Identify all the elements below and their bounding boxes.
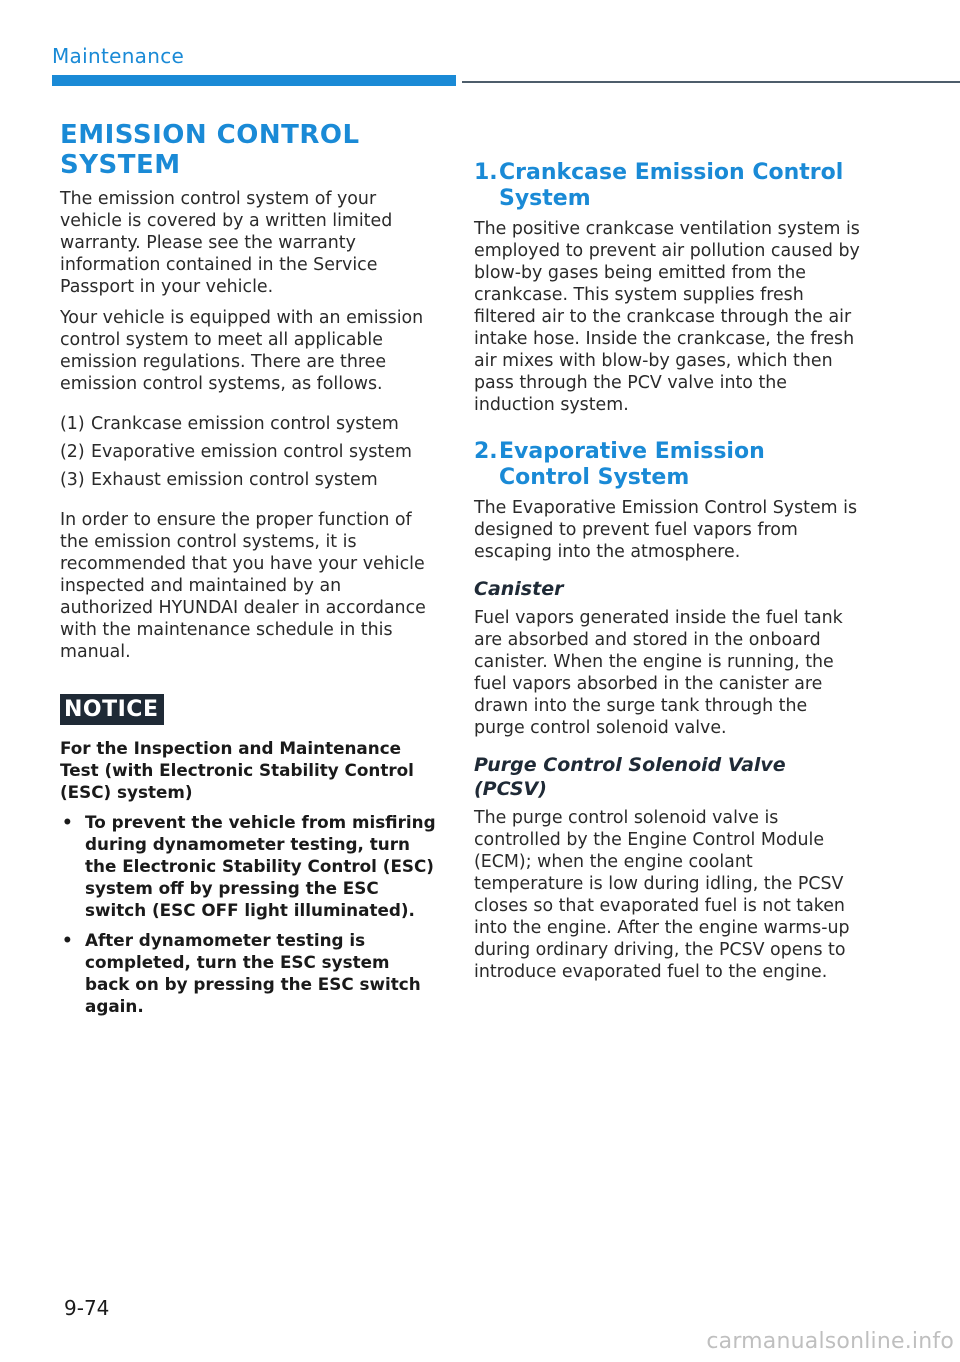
bullet-text: After dynamometer testing is completed, turn the ESC system back on by pressing the ESC switch again. xyxy=(85,930,421,1016)
notice-title: For the Inspection and Maintenance Test (with Electronic Stability Control (ESC) system) xyxy=(60,738,414,802)
section-number: 2. xyxy=(474,439,498,464)
systems-list xyxy=(60,413,438,491)
notice-bullets xyxy=(60,811,438,1017)
section-1-body: The positive crankcase ventilation system is employed to prevent air pollution caused by blow-by gases being emitted from the crankcase. This system supplies fresh filtered air to the crankcase through the air intake hose. Inside the crankcase, the fresh air mixes with blow-by gases, which then pass through the PCV valve into the induction system. xyxy=(474,219,860,415)
section-title: Evaporative Emission Control System xyxy=(499,439,765,490)
intro-paragraph: The emission control system of your vehicle is covered by a written limited warranty. Please see the warranty information contained in the Service Passport in your vehicle. xyxy=(60,189,393,297)
pcsv-body: The purge control solenoid valve is controlled by the Engine Control Module (ECM); when the engine coolant temperature is low during idling, the PCSV closes so that evaporated fuel is not taken into the engine. After the engine warms-up during ordinary driving, the PCSV opens to introduce evaporated fuel to the engine. xyxy=(474,808,850,982)
bullet-item xyxy=(60,811,438,921)
pcsv-heading: Purge Control Solenoid Valve (PCSV) xyxy=(474,754,786,800)
list-item xyxy=(60,413,438,435)
bullet-icon: • xyxy=(62,812,73,832)
recommendation-paragraph: In order to ensure the proper function of the emission control systems, it is recommended that you have your vehicle inspected and maintained by an authorized HYUNDAI dealer in accordance with the maintenance schedule in this manual. xyxy=(60,510,426,662)
section-label: Maintenance xyxy=(52,44,185,68)
list-number: (1) xyxy=(60,414,85,434)
section-title: Crankcase Emission Control System xyxy=(499,160,844,211)
list-text: Evaporative emission control system xyxy=(91,442,412,462)
right-column xyxy=(474,160,860,992)
systems-paragraph: Your vehicle is equipped with an emission control system to meet all applicable emission regulations. There are three emission control systems, as follows. xyxy=(60,308,424,394)
canister-heading: Canister xyxy=(474,578,564,600)
list-text: Exhaust emission control system xyxy=(91,470,378,490)
section-number: 1. xyxy=(474,160,498,185)
bullet-item xyxy=(60,929,438,1017)
section-1-heading xyxy=(474,160,860,212)
list-number: (3) xyxy=(60,470,85,490)
bullet-text: To prevent the vehicle from misfiring during dynamometer testing, turn the Electronic Stability Control (ESC) system off by pressing the ESC switch (ESC OFF light illuminated). xyxy=(85,812,436,920)
canister-body: Fuel vapors generated inside the fuel tank are absorbed and stored in the onboard canister. When the engine is running, the fuel vapors absorbed in the canister are drawn into the surge tank through the purge control solenoid valve. xyxy=(474,608,843,738)
header-rule-thick xyxy=(52,75,456,86)
list-text: Crankcase emission control system xyxy=(91,414,399,434)
list-item xyxy=(60,469,438,491)
watermark: carmanualsonline.info xyxy=(706,1329,954,1354)
header-rule-thin xyxy=(462,81,960,83)
notice-badge: NOTICE xyxy=(60,694,164,725)
bullet-icon: • xyxy=(62,930,73,950)
section-2-body: The Evaporative Emission Control System is designed to prevent fuel vapors from escaping into the atmosphere. xyxy=(474,498,858,562)
section-2-heading xyxy=(474,439,860,491)
page-number: 9-74 xyxy=(64,1296,110,1320)
list-item xyxy=(60,441,438,463)
list-number: (2) xyxy=(60,442,85,462)
page-title: EMISSION CONTROL SYSTEM xyxy=(60,120,360,180)
left-column xyxy=(60,120,438,1025)
